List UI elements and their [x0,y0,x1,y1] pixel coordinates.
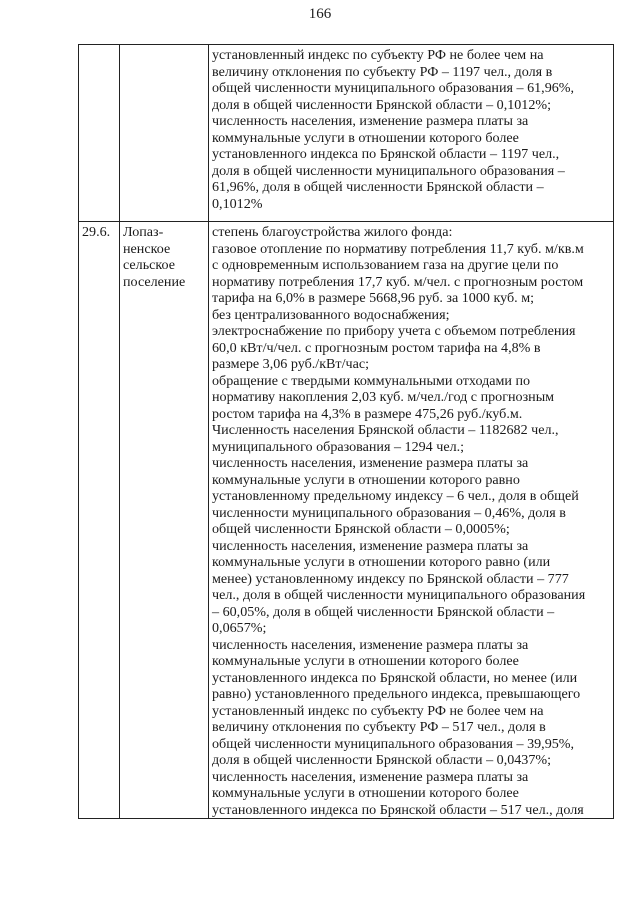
text-line: электроснабжение по прибору учета с объемом потребления [212,323,576,339]
settlement-name-line: сельское [123,257,176,273]
text-line: общей численности муниципального образования – 39,95%, [212,735,575,752]
settlement-name-line: Лопаз- [123,224,164,240]
text-line: установленного индекса по Брянской области, но менее (или [212,669,578,686]
text-line: установленный индекс по субъекту РФ не более чем на [212,47,544,63]
text-line: численность населения, изменение размера платы за [212,636,529,653]
description-cell [209,45,614,222]
text-line: муниципального образования – 1294 чел.; [212,438,465,455]
text-line: равно) установленного предельного индекса, превышающего [212,686,581,702]
text-line: численность населения, изменение размера платы за [212,113,529,129]
text-line: коммунальные услуги в отношении которого более [212,129,519,146]
text-line: нормативу потребления 17,7 куб. м/чел. с прогнозным ростом [212,273,584,290]
text-line: установленному предельному индексу – 6 чел., доля в общей [212,488,579,504]
text-line: тарифа на 6,0% в размере 5668,96 руб. за 1000 куб. м; [212,290,535,306]
description-cell [209,222,614,819]
text-line: коммунальные услуги в отношении которого равно (или [212,554,551,570]
text-line: численность населения, изменение размера платы за [212,768,529,785]
document-table [78,44,614,819]
text-line: размере 3,06 руб./кВт/час; [212,356,370,372]
text-line: установленный индекс по субъекту РФ не более чем на [212,702,544,719]
row-number: 29.6. [82,224,111,240]
text-line: – 60,05%, доля в общей численности Брянской области – [212,603,555,620]
page-number: 166 [308,6,332,22]
text-line: коммунальные услуги в отношении которого более [212,653,519,669]
row-number-cell [79,222,120,819]
text-line: численности муниципального образования – 0,46%, доля в [212,504,566,521]
text-line: чел., доля в общей численности муниципального образования [212,587,586,603]
text-line: ростом тарифа на 4,3% в размере 475,26 руб./куб.м. [212,405,523,422]
settlement-name-line: поселение [123,273,186,290]
settlement-name-line: ненское [123,240,171,257]
row-number-cell [79,45,120,222]
text-line: 0,1012% [212,195,263,212]
text-line: менее) установленному индексу по Брянской области – 777 [212,570,569,587]
text-line: коммунальные услуги в отношении которого более [212,785,519,801]
text-line: газовое отопление по нормативу потребления 11,7 куб. м/кв.м [212,240,584,257]
text-line: 0,0657%; [212,620,267,636]
text-line: общей численности Брянской области – 0,0005%; [212,521,510,537]
text-line: нормативу накопления 2,03 куб. м/чел./год с прогнозным [212,389,555,405]
text-line: доля в общей численности Брянской области – 0,0437%; [212,752,552,768]
text-line: численность населения, изменение размера платы за [212,537,529,554]
text-line: с одновременным использованием газа на другие цели по [212,257,559,273]
text-line: Численность населения Брянской области – 1182682 чел., [212,422,559,438]
text-line: доля в общей численности муниципального образования – [212,162,565,179]
text-line: коммунальные услуги в отношении которого равно [212,471,520,488]
settlement-cell [120,222,209,819]
text-line: доля в общей численности Брянской области – 0,1012%; [212,96,552,113]
table-row [79,45,614,222]
text-line: общей численности муниципального образования – 61,96%, [212,80,575,96]
text-line: без централизованного водоснабжения; [212,306,450,323]
text-line: величину отклонения по субъекту РФ – 517 чел., доля в [212,719,546,735]
text-line: установленного индекса по Брянской области – 1197 чел., [212,146,560,162]
text-line: 60,0 кВт/ч/чел. с прогнозным ростом тарифа на 4,8% в [212,339,541,356]
text-line: величину отклонения по субъекту РФ – 1197 чел., доля в [212,63,553,80]
settlement-cell [120,45,209,222]
text-line: установленного индекса по Брянской области – 517 чел., доля [212,801,584,818]
text-line: обращение с твердыми коммунальными отходами по [212,372,531,389]
text-line: степень благоустройства жилого фонда: [212,224,453,240]
table-row [79,222,614,819]
text-line: численность населения, изменение размера платы за [212,455,529,471]
text-line: 61,96%, доля в общей численности Брянской области – [212,179,544,195]
